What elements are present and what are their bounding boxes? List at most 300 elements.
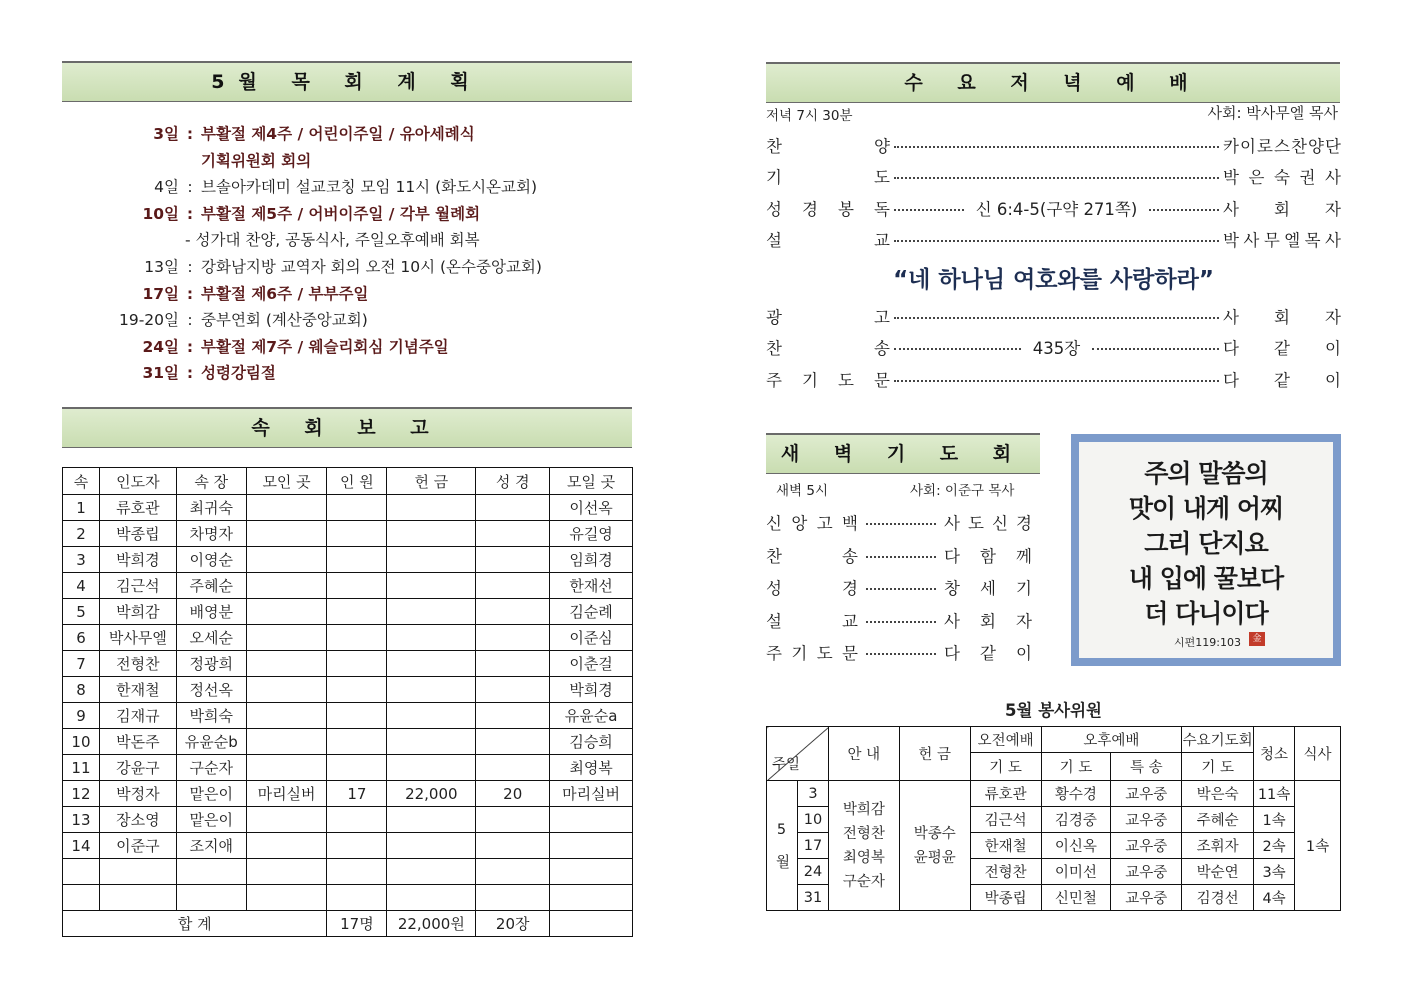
total-label: 합 계 [63,911,327,937]
total-bible: 20장 [476,911,550,937]
dawn-order [766,506,1041,669]
table-cell [387,573,476,599]
table-row [63,495,633,521]
order-value: 카 이 로 스 찬 양 단 [1223,136,1341,156]
column-header: 인도자 [99,468,176,495]
guide-name: 최영복 [842,849,885,866]
service-cell: 주혜순 [1182,807,1254,833]
wednesday-time: 저녁 7시 30분 [766,108,853,124]
table-cell: 이춘걸 [550,651,633,677]
plan-sep [179,148,201,175]
plan-day: 19-20일 [118,311,179,330]
table-cell: 주혜순 [176,573,246,599]
table-row [63,573,633,599]
offering-name: 박종수 [913,825,956,842]
table-cell: 1 [63,495,100,521]
table-row [63,781,633,807]
table-cell: 조지애 [176,833,246,859]
plan-item [62,148,622,175]
guide-name: 박희감 [842,801,885,818]
calligraphy-frame [1071,434,1341,666]
plan-item [62,201,622,228]
monthly-plan [62,121,622,387]
seal-stamp: 金 [1249,632,1265,646]
table-cell [387,651,476,677]
plan-item [62,121,622,148]
table-cell [176,859,246,885]
order-line [766,192,1341,224]
day-cell: 17 [797,833,828,859]
order-line [766,224,1341,256]
table-cell [246,833,327,859]
column-header: 모일 곳 [550,468,633,495]
table-cell [476,547,550,573]
table-cell [387,729,476,755]
table-cell [476,703,550,729]
table-cell [387,547,476,573]
dawn-time: 새벽 5시 [776,483,829,499]
dawn-line [766,506,1041,539]
table-cell: 정광희 [176,651,246,677]
service-cell: 김근석 [970,807,1041,833]
column-header: 헌 금 [387,468,476,495]
table-row [63,859,633,885]
table-cell: 김순례 [550,599,633,625]
table-cell: 8 [63,677,100,703]
table-cell [550,807,633,833]
service-cell: 4속 [1254,885,1295,911]
table-cell [550,859,633,885]
order-label: 주 기 도 문 [766,370,890,390]
table-cell [387,859,476,885]
table-cell [387,599,476,625]
table-cell [246,651,327,677]
table-cell [327,885,387,911]
guide-name: 전형찬 [842,825,885,842]
table-cell: 류호관 [99,495,176,521]
table-cell [246,547,327,573]
table-cell: 박희경 [99,547,176,573]
table-cell: 12 [63,781,100,807]
plan-text: 부활절 제7주 / 웨슬리회심 기념주일 [201,337,449,356]
total-people: 17명 [327,911,387,937]
service-cell: 조휘자 [1182,833,1254,859]
service-cell: 11속 [1254,781,1295,807]
table-cell [476,651,550,677]
table-cell [63,859,100,885]
table-cell: 박희감 [99,599,176,625]
table-cell: 10 [63,729,100,755]
report-title: 속 회 보 고 [62,407,632,448]
offering-cell [899,781,970,911]
table-cell [327,755,387,781]
table-cell: 5 [63,599,100,625]
service-cell: 3속 [1254,859,1295,885]
dawn-title: 새 벽 기 도 회 [766,433,1040,474]
dawn-line [766,571,1041,604]
table-cell [246,495,327,521]
table-cell: 전형찬 [99,651,176,677]
plan-day [62,148,179,175]
table-cell: 13 [63,807,100,833]
wednesday-title: 수 요 저 녁 예 배 [766,62,1340,103]
table-cell [387,625,476,651]
table-row [63,755,633,781]
dawn-value: 다 함 께 [944,546,1032,566]
plan-sep: : [186,284,194,303]
column-header: 모인 곳 [246,468,327,495]
table-row [63,599,633,625]
service-cell: 교우중 [1111,833,1182,859]
table-cell: 맡은이 [176,781,246,807]
table-row [767,781,1341,807]
table-cell: 4 [63,573,100,599]
table-cell: 임희경 [550,547,633,573]
special-song-header: 특 송 [1111,753,1182,781]
table-row [63,703,633,729]
table-cell [176,885,246,911]
column-header: 속 [63,468,100,495]
table-cell: 차명자 [176,521,246,547]
plan-text: 기획위원회 회의 [201,151,312,170]
order-value: 다 같 이 [1223,339,1341,359]
table-row [63,729,633,755]
table-cell: 박정자 [99,781,176,807]
service-cell: 전형찬 [970,859,1041,885]
plan-day [62,227,179,254]
table-cell [476,677,550,703]
order-value: 사 회 자 [1223,199,1341,219]
meal-cell: 1속 [1295,781,1341,911]
plan-sep: : [187,257,193,276]
dawn-value: 사 도 신 경 [944,514,1032,534]
table-cell [476,807,550,833]
plan-text: 부활절 제4주 / 어린이주일 / 유아세례식 [201,125,475,143]
table-cell: 강윤구 [99,755,176,781]
table-cell [476,625,550,651]
table-cell: 6 [63,625,100,651]
table-cell [476,755,550,781]
dawn-value: 창 세 기 [944,579,1032,599]
plan-sep: : [186,337,194,356]
day-cell: 10 [797,807,828,833]
calligraphy-line: 주의 말씀의 [1144,459,1268,488]
order-label: 성 경 봉 독 [766,199,890,219]
order-value: 다 같 이 [1223,370,1341,390]
table-cell [327,625,387,651]
dawn-value: 다 같 이 [944,644,1032,664]
plan-item [62,334,622,361]
plan-day: 13일 [144,257,179,276]
order-label: 광 고 [766,307,890,327]
table-cell [476,729,550,755]
plan-item [62,281,622,308]
table-cell [327,521,387,547]
afternoon-prayer-header: 기 도 [1041,753,1111,781]
table-cell: 유윤순b [176,729,246,755]
table-cell [246,729,327,755]
table-cell [327,651,387,677]
table-cell: 유길영 [550,521,633,547]
table-cell [387,807,476,833]
order-detail: 신 6:4-5(구약 271쪽) [975,199,1138,219]
dawn-label: 신 앙 고 백 [766,514,858,534]
table-cell: 최영복 [550,755,633,781]
day-cell: 31 [797,885,828,911]
dawn-line [766,604,1041,637]
service-cell: 박종립 [970,885,1041,911]
plan-text: 중부연회 (계산중앙교회) [201,311,368,330]
calligraphy-image [1079,442,1333,658]
table-cell: 9 [63,703,100,729]
column-header: 인 원 [327,468,387,495]
table-row [63,807,633,833]
morning-header: 오전예배 [970,727,1041,753]
table-cell [246,599,327,625]
dawn-line [766,539,1041,572]
plan-sep: : [186,204,194,223]
table-cell: 20 [476,781,550,807]
table-row [63,885,633,911]
calligraphy-line: 더 다니이다 [1144,599,1268,628]
guide-cell [828,781,899,911]
table-cell: 유윤순a [550,703,633,729]
table-cell: 김승희 [550,729,633,755]
guide-name: 구순자 [842,873,885,890]
table-cell [246,521,327,547]
column-header: 속 장 [176,468,246,495]
wed-header: 수요기도회 [1182,727,1254,753]
service-cell: 박은숙 [1182,781,1254,807]
table-row [63,625,633,651]
table-cell [476,599,550,625]
dawn-label: 설 교 [766,611,858,631]
table-cell: 마리실버 [550,781,633,807]
table-cell [327,495,387,521]
plan-text: 브솔아카데미 설교코칭 모임 11시 (화도시온교회) [201,178,538,197]
table-cell: 11 [63,755,100,781]
service-cell: 교우중 [1111,807,1182,833]
dawn-label: 찬 송 [766,546,858,566]
service-cell: 신민철 [1041,885,1111,911]
table-cell: 박종립 [99,521,176,547]
table-cell [327,729,387,755]
plan-sep: : [187,311,193,330]
table-cell [246,677,327,703]
service-cell: 류호관 [970,781,1041,807]
plan-text: 강화남지방 교역자 회의 오전 10시 (온수중앙교회) [201,257,542,276]
table-row [63,521,633,547]
table-cell [246,885,327,911]
service-table [766,726,1341,911]
service-cell: 한재철 [970,833,1041,859]
table-row [63,677,633,703]
order-value: 박 사 무 엘 목 사 [1223,231,1341,251]
table-cell [327,599,387,625]
plan-day: 24일 [142,337,179,356]
table-cell [550,833,633,859]
morning-prayer-header: 기 도 [970,753,1041,781]
order-line [766,363,1341,395]
table-row [63,547,633,573]
calligraphy-line: 내 입에 꿀보다 [1128,564,1284,593]
calligraphy-line: 맛이 내게 어찌 [1128,494,1284,523]
order-detail: 435장 [1032,339,1081,359]
table-cell [327,859,387,885]
plan-sep: : [187,178,193,197]
day-cell: 3 [797,781,828,807]
table-cell [387,703,476,729]
class-report-table [62,467,633,937]
table-cell [63,885,100,911]
order-label: 설 교 [766,231,890,251]
order-label: 찬 양 [766,136,890,156]
sermon-title: “네 하나님 여호와를 사랑하라” [893,267,1214,293]
plan-item [62,307,622,334]
clean-header: 청소 [1254,727,1295,781]
table-cell: 김근석 [99,573,176,599]
table-cell: 7 [63,651,100,677]
offering-name: 윤평윤 [913,849,956,866]
wednesday-host: 사회: 박사무엘 목사 [1207,104,1338,122]
dawn-label: 성 경 [766,579,858,599]
service-title: 5월 봉사위원 [1005,701,1102,720]
plan-text: 부활절 제6주 / 부부주일 [201,284,369,303]
plan-text: - 성가대 찬양, 공동식사, 주일오후예배 회복 [185,231,480,250]
order-value: 박 은 숙 권 사 [1223,168,1341,188]
service-cell: 교우중 [1111,885,1182,911]
table-cell [476,495,550,521]
table-cell [246,625,327,651]
table-cell [327,807,387,833]
order-line [766,129,1341,161]
table-cell [387,521,476,547]
table-cell [476,885,550,911]
table-cell: 배영분 [176,599,246,625]
table-row [63,651,633,677]
plan-day: 17일 [142,284,179,303]
service-cell: 교우중 [1111,859,1182,885]
table-cell [246,573,327,599]
table-cell [387,495,476,521]
wed-prayer-header: 기 도 [1182,753,1254,781]
service-cell: 2속 [1254,833,1295,859]
table-cell [387,755,476,781]
plan-item [62,254,622,281]
service-cell: 교우중 [1111,781,1182,807]
table-cell: 박돈주 [99,729,176,755]
table-cell: 3 [63,547,100,573]
table-cell [327,573,387,599]
table-cell: 구순자 [176,755,246,781]
order-label: 기 도 [766,168,890,188]
table-cell [327,547,387,573]
table-cell: 맡은이 [176,807,246,833]
service-cell: 김경중 [1041,807,1111,833]
table-cell: 한재선 [550,573,633,599]
table-cell [387,833,476,859]
plan-item [62,360,622,387]
table-row [63,833,633,859]
dawn-line [766,636,1041,669]
table-cell: 한재철 [99,677,176,703]
table-cell [476,859,550,885]
plan-item [62,227,622,254]
calligraphy-ref: 시편119:103 [1174,636,1241,649]
table-cell [246,703,327,729]
table-cell: 장소영 [99,807,176,833]
plan-sep: : [186,364,194,383]
table-cell: 김재규 [99,703,176,729]
table-cell [476,573,550,599]
table-cell: 박희경 [550,677,633,703]
table-cell [327,677,387,703]
month-cell: 5 월 [767,781,798,911]
table-cell [476,521,550,547]
table-cell [387,677,476,703]
meal-header: 식사 [1295,727,1341,781]
order-value: 사 회 자 [1223,307,1341,327]
table-cell [246,807,327,833]
offering-header: 헌 금 [899,727,970,781]
plan-day: 31일 [142,364,179,383]
table-cell: 이준구 [99,833,176,859]
table-cell [99,859,176,885]
service-cell: 1속 [1254,807,1295,833]
calligraphy-line: 그리 단지요 [1144,529,1268,558]
table-cell: 이영순 [176,547,246,573]
order-line [766,332,1341,364]
plan-item [62,174,622,201]
day-cell: 24 [797,859,828,885]
column-header: 성 경 [476,468,550,495]
dawn-host: 사회: 이준구 목사 [910,483,1015,499]
dawn-value: 사 회 자 [944,611,1032,631]
table-cell: 22,000 [387,781,476,807]
afternoon-header: 오후예배 [1041,727,1182,753]
table-cell: 17 [327,781,387,807]
plan-sep: : [186,125,194,143]
table-cell: 14 [63,833,100,859]
table-cell: 최귀숙 [176,495,246,521]
table-cell: 이준심 [550,625,633,651]
week-header: 주일 [767,727,829,781]
plan-text: 성령강림절 [201,364,276,383]
service-cell: 김경선 [1182,885,1254,911]
wednesday-order [766,129,1341,255]
table-cell [246,755,327,781]
table-cell: 2 [63,521,100,547]
table-cell [327,833,387,859]
table-cell [327,703,387,729]
table-cell [99,885,176,911]
plan-day: 4일 [154,178,179,197]
plan-text: 부활절 제5주 / 어버이주일 / 각부 월례회 [201,204,481,223]
table-cell: 오세순 [176,625,246,651]
table-cell: 마리실버 [246,781,327,807]
order-line [766,300,1341,332]
total-offering: 22,000원 [387,911,476,937]
wednesday-order-2 [766,300,1341,395]
table-cell: 이선옥 [550,495,633,521]
plan-day: 3일 [153,125,179,143]
service-cell: 황수경 [1041,781,1111,807]
service-cell: 이미선 [1041,859,1111,885]
service-cell: 박순연 [1182,859,1254,885]
table-cell: 정선옥 [176,677,246,703]
order-line [766,161,1341,193]
guide-header: 안 내 [828,727,899,781]
